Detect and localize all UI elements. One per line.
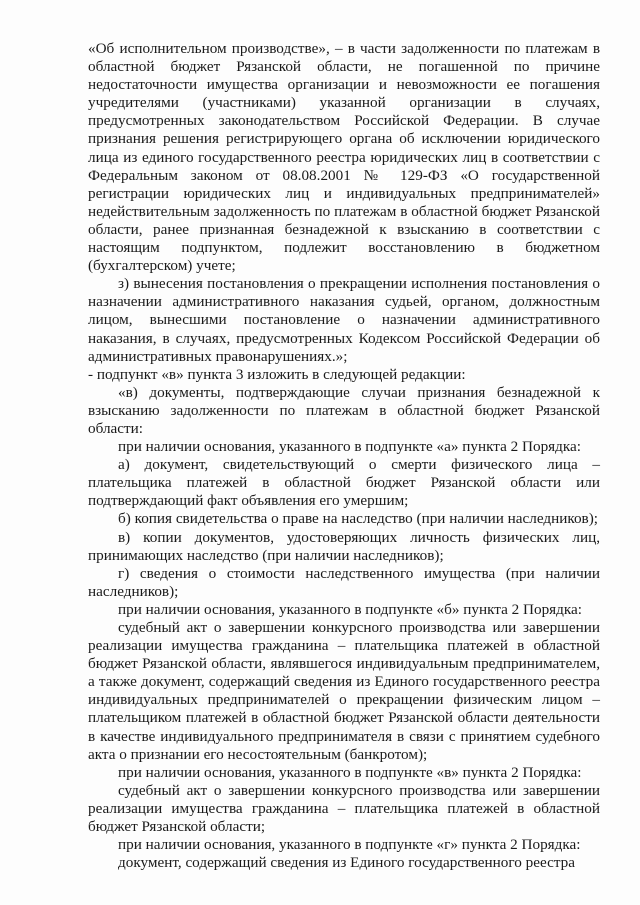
paragraph-basis-v: при наличии основания, указанного в подпункте «в» пункта 2 Порядка:	[118, 763, 582, 781]
paragraph-basis-g-text: документ, содержащий сведения из Единого государственного реестра	[118, 854, 575, 872]
paragraph-subitem-v: в) копии документов, удостоверяющих личность физических лиц, принимающих наследство (при наличии наследников);	[88, 528, 600, 564]
paragraph-item-z: з) вынесения постановления о прекращении исполнения постановления о назначении административного наказания судьей, органом, должностным лицом, вынесшими постановление о назначении административного наказания, в случаях, предусмотренных Кодексом Российской Федерации об административных правонарушениях.»;	[88, 275, 600, 365]
paragraph-continuation: «Об исполнительном производстве», – в части задолженности по платежам в областной бюджет Рязанской области, не погашенной по причине недостаточности имущества организации и невозможности ее погашения учредителями (участниками) указанной организации в случаях, предусмотренных законодательством Российской Федерации. В случае признания решения регистрирующего органа об исключении юридического лица из единого государственного реестра юридических лиц в соответствии с Федеральным законом от 08.08.2001 № 129-ФЗ «О государственной регистрации юридических лиц и индивидуальных предпринимателей» недействительным задолженность по платежам в областной бюджет Рязанской области, ранее признанная безнадежной к взысканию в соответствии с настоящим подпунктом, подлежит восстановлению в бюджетном (бухгалтерском) учете;	[88, 40, 600, 275]
paragraph-basis-b-text: судебный акт о завершении конкурсного производства или завершении реализации имущества гражданина – плательщика платежей в областной бюджет Рязанской области, являвшегося индивидуальным предпринимателем, а также документ, содержащий сведения из Единого государственного реестра индивидуальных предпринимателей о прекращении физическим лицом – плательщиком платежей в областной бюджет Рязанской области деятельности в качестве индивидуального предпринимателя в связи с принятием судебного акта о признании его несостоятельным (банкротом);	[88, 619, 600, 763]
paragraph-instruction: - подпункт «в» пункта 3 изложить в следующей редакции:	[88, 365, 466, 383]
paragraph-subitem-a: а) документ, свидетельствующий о смерти физического лица – плательщика платежей в областной бюджет Рязанской области или подтверждающий факт объявления его умершим;	[88, 456, 600, 510]
paragraph-subitem-g: г) сведения о стоимости наследственного имущества (при наличии наследников);	[88, 564, 600, 600]
paragraph-item-v: «в) документы, подтверждающие случаи признания безнадежной к взысканию задолженности по платежам в областной бюджет Рязанской области:	[88, 383, 600, 437]
paragraph-basis-g: при наличии основания, указанного в подпункте «г» пункта 2 Порядка:	[118, 836, 581, 854]
document-body	[88, 40, 600, 872]
paragraph-subitem-b: б) копия свидетельства о праве на наследство (при наличии наследников);	[118, 510, 598, 528]
paragraph-basis-a: при наличии основания, указанного в подпункте «а» пункта 2 Порядка:	[118, 438, 582, 456]
paragraph-basis-v-text: судебный акт о завершении конкурсного производства или завершении реализации имущества гражданина – плательщика платежей в областной бюджет Рязанской области;	[88, 781, 600, 836]
paragraph-basis-b: при наличии основания, указанного в подпункте «б» пункта 2 Порядка:	[118, 600, 582, 618]
